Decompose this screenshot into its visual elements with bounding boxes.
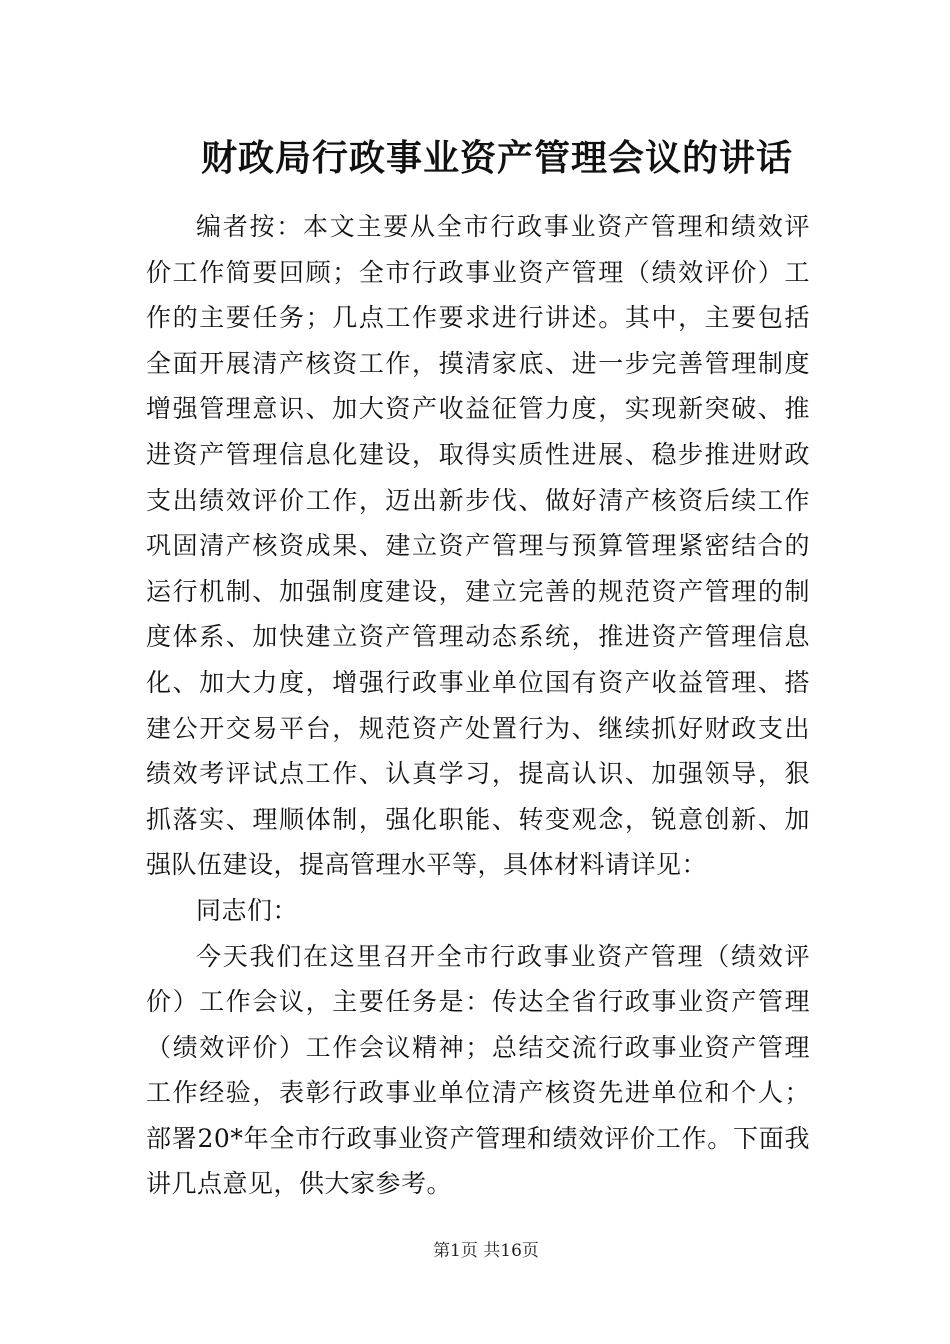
body-line: 讲几点意见，供大家参考。 <box>146 1169 453 1199</box>
body-line: 作的主要任务；几点工作要求进行讲述。其中，主要包括 <box>146 303 810 333</box>
body-line: 建公开交易平台，规范资产处置行为、继续抓好财政支出 <box>146 713 810 743</box>
body-line: 编者按：本文主要从全市行政事业资产管理和绩效评 <box>196 212 810 241</box>
body-line: 强队伍建设，提高管理水平等，具体材料请详见： <box>146 850 708 880</box>
body-line: 度体系、加快建立资产管理动态系统，推进资产管理信息 <box>146 622 810 652</box>
body-line: 运行机制、加强制度建设，建立完善的规范资产管理的制 <box>146 576 810 606</box>
body-line: 增强管理意识、加大资产收益征管力度，实现新突破、推 <box>146 394 810 424</box>
body-line: 绩效考评试点工作、认真学习，提高认识、加强领导，狠 <box>146 759 810 789</box>
body-line: 部署20*年全市行政事业资产管理和绩效评价工作。下面我 <box>146 1123 810 1153</box>
page-number-footer: 第1页 共16页 <box>433 1241 539 1261</box>
body-line: 今天我们在这里召开全市行政事业资产管理（绩效评 <box>196 941 810 971</box>
body-line: 全面开展清产核资工作，摸清家底、进一步完善管理制度 <box>146 348 810 378</box>
document-body <box>146 204 810 1207</box>
body-line: 价工作简要回顾；全市行政事业资产管理（绩效评价）工 <box>146 257 810 287</box>
body-line: 化、加大力度，增强行政事业单位国有资产收益管理、搭 <box>146 667 810 697</box>
body-line: （绩效评价）工作会议精神；总结交流行政事业资产管理 <box>146 1032 810 1062</box>
body-line: 价）工作会议，主要任务是：传达全省行政事业资产管理 <box>146 987 810 1017</box>
body-line: 支出绩效评价工作，迈出新步伐、做好清产核资后续工作 <box>146 485 810 515</box>
body-line: 巩固清产核资成果、建立资产管理与预算管理紧密结合的 <box>146 531 810 561</box>
body-line: 进资产管理信息化建设，取得实质性进展、稳步推进财政 <box>146 439 810 469</box>
document-title: 财政局行政事业资产管理会议的讲话 <box>200 137 793 179</box>
salutation: 同志们： <box>196 895 299 925</box>
body-line: 工作经验，表彰行政事业单位清产核资先进单位和个人； <box>146 1078 810 1108</box>
body-line: 抓落实、理顺体制，强化职能、转变观念，锐意创新、加 <box>146 804 810 834</box>
